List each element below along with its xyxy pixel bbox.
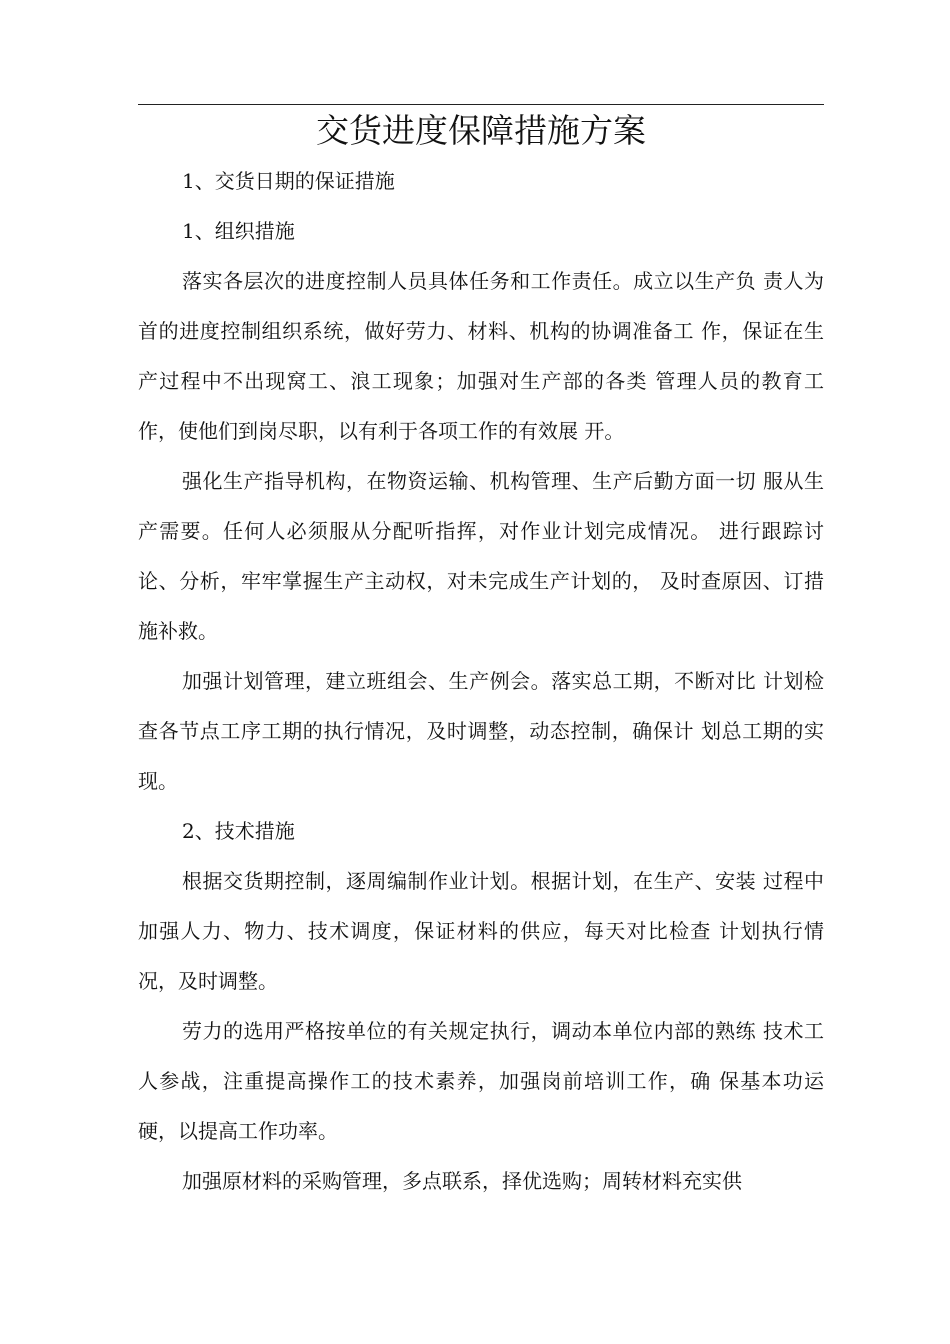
header-rule [138, 104, 824, 105]
subsection-heading-organization: 1、组织措施 [182, 219, 295, 243]
paragraph-production-command: 强化生产指导机构，在物资运输、机构管理、生产后勤方面一切 服从生产需要。任何人必须服从分配听指挥，对作业计划完成情况。 进行跟踪讨论、分析，牢牢掌握生产主动权，对未完成生产计划的， 及时查原因、订措施补救。 [138, 469, 824, 643]
document-title: 交货进度保障措施方案 [316, 111, 646, 150]
section-heading-delivery: 1、交货日期的保证措施 [182, 169, 395, 193]
subsection-heading-technical: 2、技术措施 [182, 819, 295, 843]
paragraph-weekly-plan: 根据交货期控制，逐周编制作业计划。根据计划，在生产、安装 过程中加强人力、物力、技术调度，保证材料的供应，每天对比检查 计划执行情况，及时调整。 [138, 869, 824, 993]
paragraph-material-purchase: 加强原材料的采购管理，多点联系，择优选购；周转材料充实供 [182, 1169, 742, 1193]
document-body [138, 156, 824, 1206]
paragraph-labor-selection: 劳力的选用严格按单位的有关规定执行，调动本单位内部的熟练 技术工人参战，注重提高操作工的技术素养，加强岗前培训工作，确 保基本功运硬，以提高工作功率。 [138, 1019, 824, 1143]
paragraph-responsibility: 落实各层次的进度控制人员具体任务和工作责任。成立以生产负 责人为首的进度控制组织系统，做好劳力、材料、机构的协调准备工 作，保证在生产过程中不出现窝工、浪工现象；加强对生产部的各类 管理人员的教育工作，使他们到岗尽职，以有利于各项工作的有效展 开。 [138, 269, 824, 443]
paragraph-plan-management: 加强计划管理，建立班组会、生产例会。落实总工期，不断对比 计划检查各节点工序工期的执行情况，及时调整，动态控制，确保计 划总工期的实现。 [138, 669, 824, 793]
